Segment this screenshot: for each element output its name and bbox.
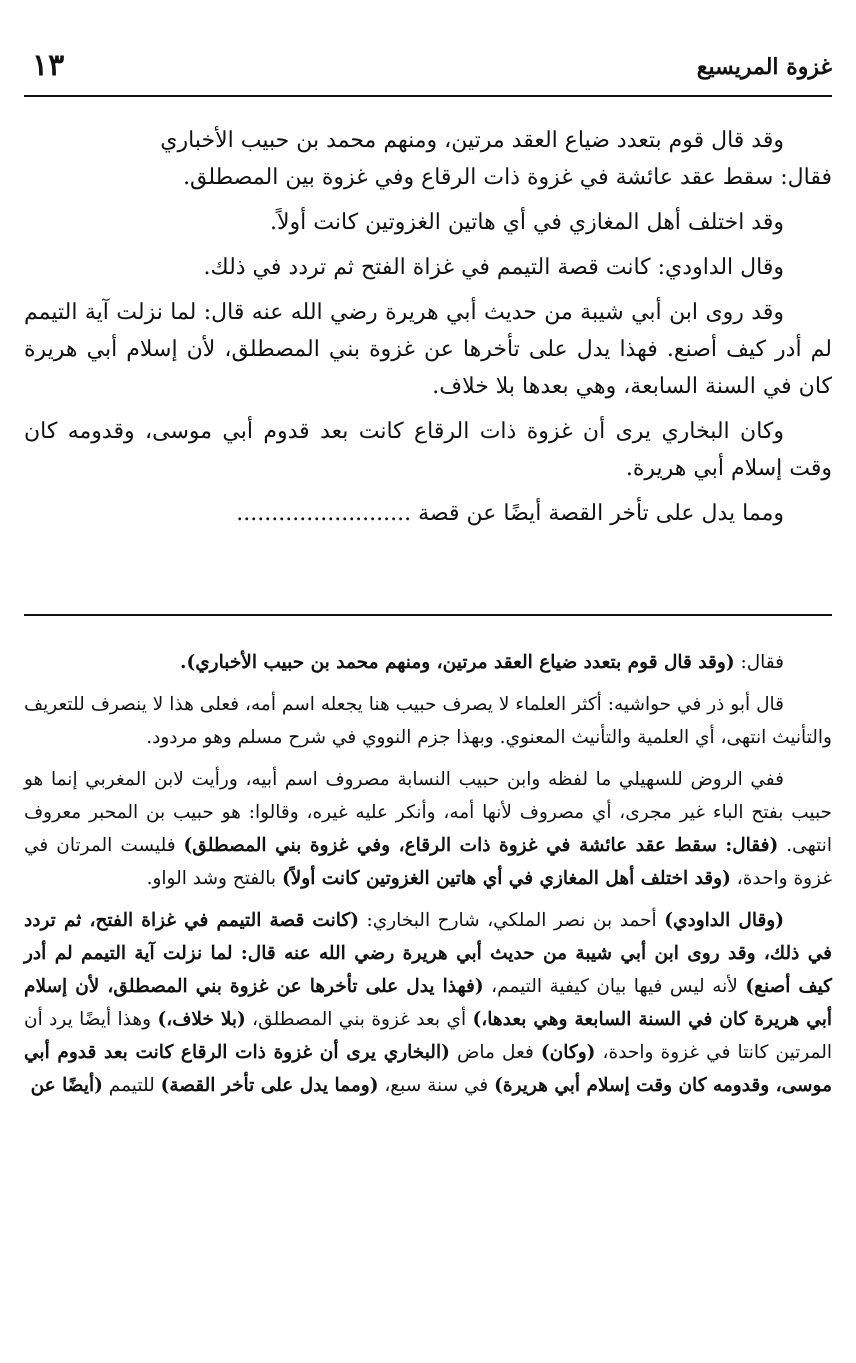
main-paragraph: وقال الداودي: كانت قصة التيمم في غزاة الفتح ثم تردد في ذلك. [203,255,784,280]
quoted-matn: (وقال الداودي) [664,910,784,931]
commentary-text: وهذا أيضًا يرد أن المرتين كانتا في غزوة واحدة، [24,1009,832,1063]
main-line: ومما يدل على تأخر القصة أيضًا عن قصة [418,501,784,526]
commentary-text: أحمد بن نصر الملكي، شارح البخاري: [358,910,665,931]
main-line: وقد قال قوم بتعدد ضياع العقد مرتين، ومنهم محمد بن حبيب الأخباري [160,128,784,153]
quoted-matn: (كانت قصة التيمم في غزاة الفتح، ثم تردد في ذلك، وقد روى ابن أبي شيبة من حديث أبي هريرة رضي الله عنه قال: لما نزلت آية التيمم لم أدر كيف أصنع) [24,910,833,997]
commentary-text: في سنة سبع، [378,1075,495,1096]
commentary-text: ففي الروض للسهيلي ما لفظه وابن حبيب النسابة مصروف اسم أبيه، ورأيت لابن المغربي إنما هو حبيب بفتح الباء غير مجرى، أي مصروف لأنها أمه، وأنكر عليه غيره، وقالوا: هو حبيب بن المحبر معروف انتهى. [24,769,832,856]
quoted-matn: (وقد اختلف أهل المغازي في أي هاتين الغزوتين كانت أولاً) [281,868,731,889]
commentary-text: بالفتح وشد الواو. [146,868,282,889]
quoted-matn: (فهذا يدل على تأخرها عن غزوة بني المصطلق، لأن إسلام أبي هريرة كان في السنة السابعة وهي بعدها،) [24,976,832,1030]
quoted-matn: (بلا خلاف،) [157,1009,246,1030]
running-title: غزوة المريسيع [696,54,832,80]
page-number: ١٣ [32,48,65,83]
main-paragraph: وكان البخاري يرى أن غزوة ذات الرقاع كانت بعد قدوم أبي موسى، وقدومه كان وقت إسلام أبي هريرة. [24,419,832,481]
commentary-text: لأنه ليس فيها بيان كيفية التيمم، [483,976,746,997]
main-paragraph [24,495,832,532]
quoted-matn: (وكان) [540,1042,596,1063]
main-line: فقال: سقط عقد عائشة في غزوة ذات الرقاع وفي غزوة بين المصطلق. [183,165,832,190]
main-paragraph: وقد اختلف أهل المغازي في أي هاتين الغزوتين كانت أولاً. [270,210,784,235]
commentary-paragraph [24,646,832,679]
commentary-text: فقال: [734,652,784,673]
quoted-matn: (ومما يدل على تأخر القصة) [160,1075,379,1096]
ellipsis-dots: ......................... [236,501,412,526]
commentary-paragraph [24,763,832,895]
commentary-paragraph: قال أبو ذر في حواشيه: أكثر العلماء لا يصرف حبيب هنا يجعله اسم أمه، فعلى هذا لا ينصرف للتعريف والتأنيث انتهى، أي العلمية والتأنيث المعنوي. وبهذا جزم النووي في شرح مسلم وهو مردود. [24,694,832,748]
quoted-matn: (فقال: سقط عقد عائشة في غزوة ذات الرقاع، وفي غزوة بني المصطلق) [183,835,779,856]
commentary-text: فليست المرتان في غزوة واحدة، [24,835,832,889]
main-text [24,122,832,540]
main-paragraph: وقد روى ابن أبي شيبة من حديث أبي هريرة رضي الله عنه قال: لما نزلت آية التيمم لم أدر كيف أصنع. فهذا يدل على تأخرها عن غزوة بني المصطلق، لأن إسلام أبي هريرة كان في السنة السابعة، وهي بعدها بلا خلاف. [24,300,832,399]
commentary-text: للتيمم [102,1075,161,1096]
commentary-paragraph [24,904,832,1102]
header-rule [24,95,832,97]
page-header [24,50,832,90]
quoted-matn: (وقد قال قوم بتعدد ضياع العقد مرتين، ومنهم محمد بن حبيب الأخباري). [180,652,735,673]
quoted-matn: (أيضًا عن [30,1075,103,1096]
quoted-matn: (البخاري يرى أن غزوة ذات الرقاع كانت بعد قدوم أبي موسى، وقدومه كان وقت إسلام أبي هريرة) [24,1042,832,1096]
main-paragraph [24,122,832,196]
commentary [24,646,832,1111]
footnote-rule [24,614,832,616]
commentary-text: فعل ماض [449,1042,541,1063]
commentary-text: أي بعد غزوة بني المصطلق، [245,1009,473,1030]
